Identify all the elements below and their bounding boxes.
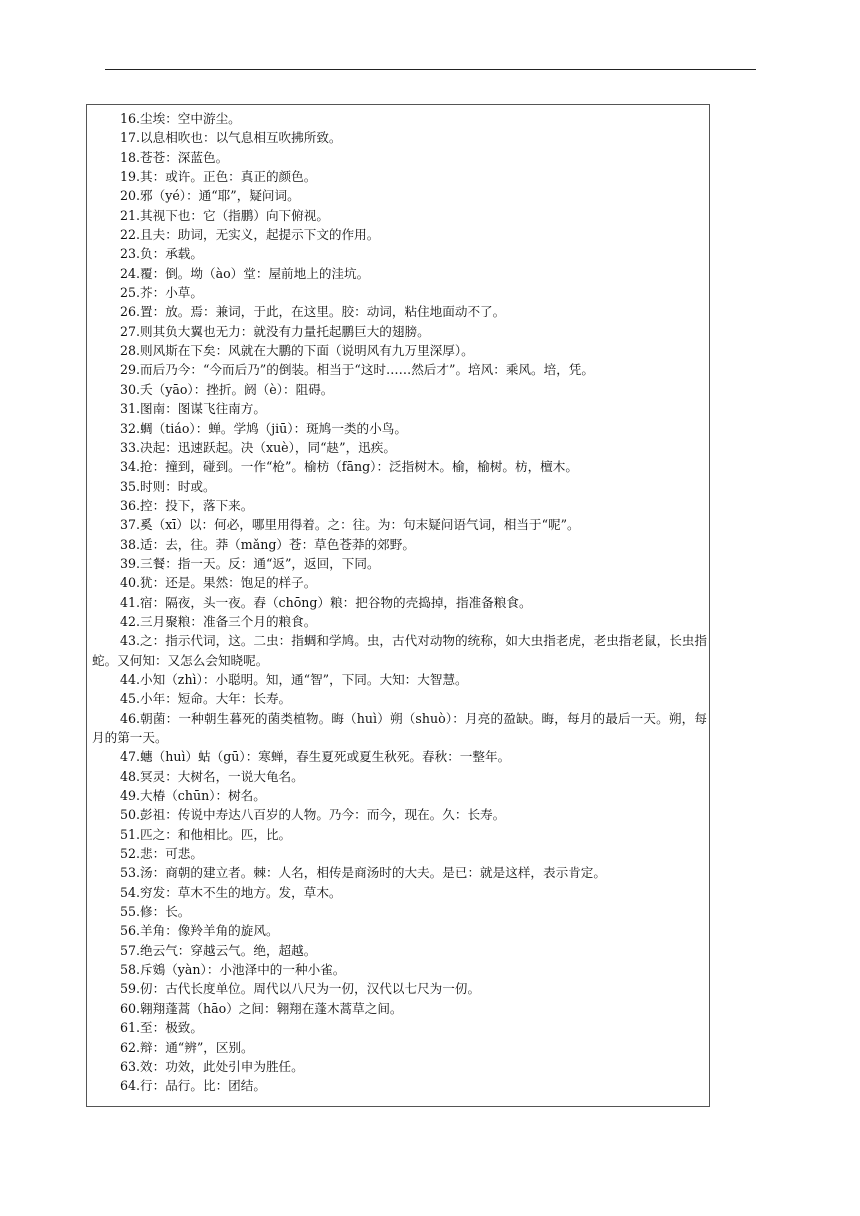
- annotation-item: 26.置：放。焉：兼词，于此，在这里。胶：动词，粘住地面动不了。: [120, 304, 506, 320]
- annotation-item: 22.且夫：助词，无实义，起提示下文的作用。: [120, 227, 380, 243]
- annotation-item: 30.夭（yāo）：挫折。阏（è）：阻碍。: [120, 381, 334, 397]
- annotation-item: 17.以息相吹也：以气息相互吹拂所致。: [120, 130, 342, 146]
- annotation-table: [86, 104, 710, 1107]
- annotation-item: 38.适：去，往。莽（mǎng）苍：草色苍莽的郊野。: [120, 536, 415, 552]
- annotation-item: 37.奚（xī）以：何必，哪里用得着。之：往。为：句末疑问语气词，相当于“呢”。: [120, 517, 580, 533]
- annotation-item: 51.匹之：和他相比。匹，比。: [120, 826, 292, 842]
- annotation-item: 52.悲：可悲。: [120, 846, 203, 862]
- annotation-list: [92, 109, 707, 1096]
- annotation-item: 27.则其负大翼也无力：就没有力量托起鹏巨大的翅膀。: [120, 323, 430, 339]
- annotation-item: 59.仞：古代长度单位。周代以八尺为一仞，汉代以七尺为一仞。: [120, 981, 481, 997]
- annotation-item: 19.其：或许。正色：真正的颜色。: [120, 169, 317, 185]
- annotation-item: 47.蟪（huì）蛄（gū）：寒蝉，春生夏死或夏生秋死。春秋：一整年。: [120, 749, 511, 765]
- annotation-item: 25.芥：小草。: [120, 285, 203, 301]
- annotation-item: 32.蜩（tiáo）：蝉。学鸠（jiū）：斑鸠一类的小鸟。: [120, 420, 407, 436]
- annotation-item: 64.行：品行。比：团结。: [120, 1078, 266, 1094]
- annotation-item: 53.汤：商朝的建立者。棘：人名，相传是商汤时的大夫。是已：就是这样，表示肯定。: [120, 865, 606, 881]
- annotation-item: 34.抢：撞到，碰到。一作“枪”。榆枋（fāng）：泛指树木。榆，榆树。枋，檀木。: [120, 459, 578, 475]
- annotation-item: 54.穷发：草木不生的地方。发，草木。: [120, 884, 342, 900]
- annotation-item: 57.绝云气：穿越云气。绝，超越。: [120, 942, 317, 958]
- annotation-item: 39.三餐：指一天。反：通“返”，返回，下同。: [120, 555, 380, 571]
- annotation-item: 24.覆：倒。坳（ào）堂：屋前地上的洼坑。: [120, 265, 370, 281]
- annotation-item: 36.控：投下，落下来。: [120, 497, 254, 513]
- annotation-item: 23.负：承载。: [120, 246, 203, 262]
- annotation-item: 31.图南：图谋飞往南方。: [120, 401, 266, 417]
- annotation-item: 58.斥鴳（yàn）：小池泽中的一种小雀。: [120, 962, 346, 978]
- annotation-item: 35.时则：时或。: [120, 478, 216, 494]
- annotation-item: 42.三月聚粮：准备三个月的粮食。: [120, 613, 317, 629]
- annotation-item: 45.小年：短命。大年：长寿。: [120, 691, 292, 707]
- annotation-item: 44.小知（zhì）：小聪明。知，通“智”，下同。大知：大智慧。: [120, 671, 468, 687]
- annotation-item: 49.大椿（chūn）：树名。: [120, 788, 266, 804]
- annotation-item: 18.苍苍：深蓝色。: [120, 149, 229, 165]
- annotation-item: 43.之：指示代词，这。二虫：指蜩和学鸠。虫，古代对动物的统称，如大虫指老虎，老虫指老鼠，长虫指蛇。又何知：又怎么会知晓呢。: [92, 633, 707, 668]
- annotation-item: 33.决起：迅速跃起。决（xuè），同“赽”，迅疾。: [120, 439, 396, 455]
- annotation-item: 61.至：极致。: [120, 1020, 203, 1036]
- annotation-item: 46.朝菌：一种朝生暮死的菌类植物。晦（huì）朔（shuò）：月亮的盈缺。晦，每月的最后一天。朔，每月的第一天。: [92, 710, 707, 745]
- annotation-item: 28.则风斯在下矣：风就在大鹏的下面（说明风有九万里深厚）。: [120, 343, 474, 359]
- annotation-item: 60.翱翔蓬蒿（hāo）之间：翱翔在蓬木蒿草之间。: [120, 1000, 403, 1016]
- annotation-item: 41.宿：隔夜，头一夜。舂（chōng）粮：把谷物的壳捣掉，指准备粮食。: [120, 594, 532, 610]
- annotation-item: 55.修：长。: [120, 904, 191, 920]
- annotation-item: 40.犹：还是。果然：饱足的样子。: [120, 575, 317, 591]
- annotation-item: 16.尘埃：空中游尘。: [120, 111, 241, 126]
- annotation-item: 20.邪（yé）：通“耶”，疑问词。: [120, 188, 300, 204]
- annotation-item: 56.羊角：像羚羊角的旋风。: [120, 923, 279, 939]
- annotation-item: 50.彭祖：传说中寿达八百岁的人物。乃今：而今，现在。久：长寿。: [120, 807, 506, 823]
- annotation-item: 63.效：功效，此处引申为胜任。: [120, 1058, 304, 1074]
- header-rule: [105, 69, 756, 70]
- annotation-item: 62.辩：通“辨”，区别。: [120, 1039, 254, 1055]
- annotation-item: 48.冥灵：大树名，一说大龟名。: [120, 768, 304, 784]
- annotation-item: 21.其视下也：它（指鹏）向下俯视。: [120, 207, 329, 223]
- annotation-item: 29.而后乃今：“今而后乃”的倒装。相当于“这时……然后才”。培风：乘风。培，凭。: [120, 362, 594, 378]
